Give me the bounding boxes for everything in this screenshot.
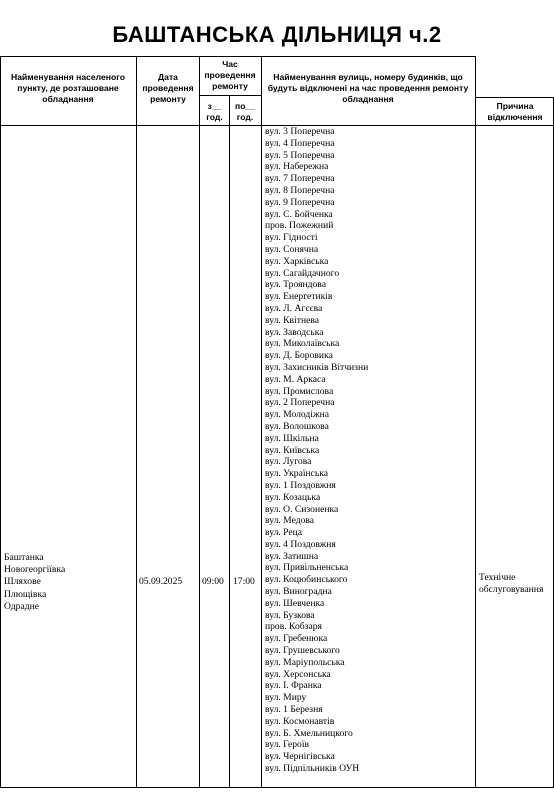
street-item: вул. 9 Поперечна [265,196,335,208]
settlement-item: Новогеоргіївка [4,564,66,576]
street-item: вул. 3 Поперечна [265,126,335,137]
street-item: вул. 5 Поперечна [265,149,335,161]
reason-top-border [475,97,554,98]
street-item: вул. Шевченка [265,597,325,609]
street-item: вул. 8 Поперечна [265,184,335,196]
col-line-4 [261,56,262,788]
street-item: вул. Трояндова [265,279,326,291]
street-item: вул. М. Аркаса [265,373,326,385]
street-item: вул. Енергетиків [265,291,333,303]
street-item: пров. Кобзаря [265,621,322,633]
col-line-2 [199,56,200,788]
header-settlement: Найменування населеного пункту, де розташоване обладнання [11,72,125,104]
street-item: вул. Д. Боровика [265,350,333,362]
street-item: вул. 4 Поздовжня [265,538,336,550]
street-item: вул. Л. Агєєва [265,302,323,314]
street-item: вул. О. Сизоненка [265,503,339,515]
disconnection-reason: Технічне обслуговування [479,572,544,595]
street-item: вул. Космонавтів [265,715,335,727]
repair-time-from: 09:00 [202,576,224,587]
street-list [265,126,475,775]
street-item: вул. Київська [265,444,320,456]
settlement-list [4,552,65,613]
street-item: вул. Медова [265,515,315,527]
street-item: вул. Українська [265,468,329,480]
street-item: вул. І. Франка [265,680,322,692]
street-item: вул. С. Бойченка [265,208,333,220]
page-title: БАШТАНСЬКА ДІЛЬНИЦЯ ч.2 [112,22,442,47]
street-item: вул. Чернігівська [265,751,335,763]
street-item: вул. Заводська [265,326,324,338]
street-item: вул. Гідності [265,232,318,244]
header-streets: Найменування вулиць, номеру будинків, що будуть відключені на час проведення ремонту обладнання [267,72,469,104]
col-line-5 [475,56,476,788]
table-top-border [0,56,475,57]
street-item: вул. Затишна [265,550,319,562]
header-date: Дата проведення ремонту [142,72,194,104]
street-item: вул. Набережна [265,161,329,173]
header-to: по__ год. [235,101,255,122]
street-item: вул. Сонячна [265,243,319,255]
street-item: вул. Реца [265,527,303,539]
street-item: вул. Грушевського [265,645,340,657]
street-item: вул. Промислова [265,385,334,397]
street-item: вул. Бузкова [265,609,315,621]
street-item: вул. Б. Хмельницкого [265,727,353,739]
street-item: пров. Пожежний [265,220,334,232]
street-item: вул. 7 Поперечна [265,173,335,185]
street-item: вул. Сагайдачного [265,267,340,279]
street-item: вул. 1 Поздовжня [265,479,336,491]
col-line-0 [0,56,1,788]
table-bottom-border [0,787,554,788]
col-line-1 [136,56,137,788]
street-item: вул. Героїв [265,739,310,751]
street-item: вул. Миру [265,692,307,704]
street-item: вул. Миколаївська [265,338,340,350]
time-divider [199,95,261,96]
settlement-item: Шляхове [4,576,41,588]
col-line-3 [229,95,230,788]
street-item: вул. Підпільників ОУН [265,763,360,775]
settlement-item: Одрадне [4,600,40,612]
repair-time-to: 17:00 [233,576,255,587]
repair-date: 05.09.2025 [139,576,183,587]
street-item: вул. Виноградна [265,586,332,598]
header-time: Час проведення ремонту [204,59,256,91]
header-from: з__ год. [206,101,223,122]
street-item: вул. Козацька [265,491,321,503]
street-item: вул. Маріупольська [265,656,345,668]
street-item: вул. Херсонська [265,668,331,680]
street-item: вул. Коцюбинського [265,574,348,586]
street-item: вул. 4 Поперечна [265,137,335,149]
street-item: вул. 1 Березня [265,704,323,716]
street-item: вул. 2 Поперечна [265,397,335,409]
street-item: вул. Привільненська [265,562,349,574]
street-item: вул. Волошкова [265,420,329,432]
street-item: вул. Лугова [265,456,312,468]
street-item: вул. Квітнева [265,314,320,326]
street-item: вул. Харківська [265,255,329,267]
header-reason: Причина відключення [487,101,543,122]
settlement-item: Баштанка [4,552,44,563]
street-item: вул. Захисників Вітчизни [265,361,369,373]
street-item: вул. Молодіжна [265,409,329,421]
settlement-item: Плющівка [4,588,47,600]
street-item: вул. Гребенюка [265,633,328,645]
street-item: вул. Шкільна [265,432,319,444]
